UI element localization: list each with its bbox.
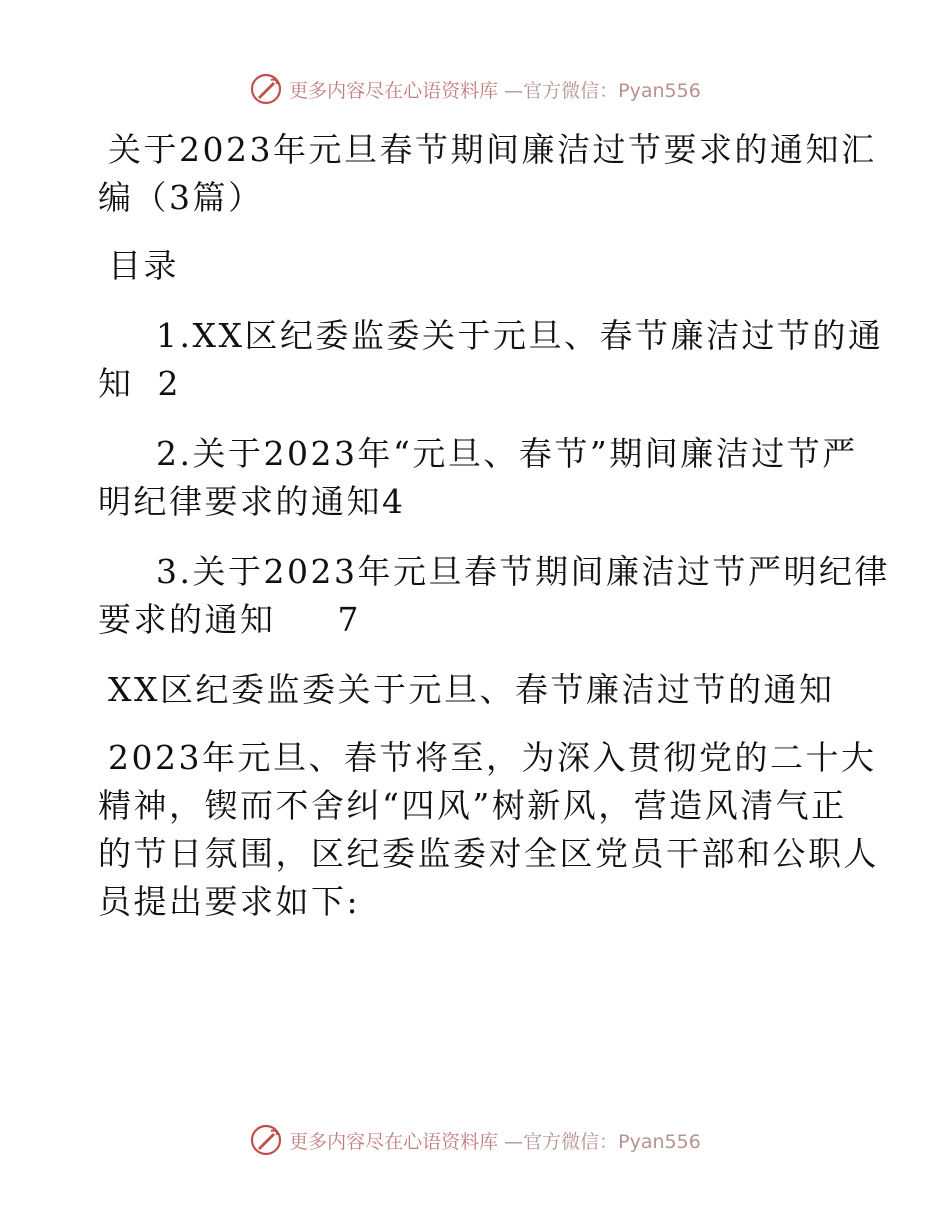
watermark-sub-text: —官方微信：Pyan556	[504, 79, 701, 102]
toc-entry-2-line-1: 2.关于2023年“元旦、春节”期间廉洁过节严	[156, 434, 858, 473]
intro-paragraph	[98, 734, 879, 926]
document-body	[98, 122, 890, 926]
watermark-header	[0, 72, 950, 106]
toc-entry-3-line-2: 要求的通知	[98, 600, 276, 639]
watermark-sub-text: —官方微信：Pyan556	[504, 1130, 701, 1153]
doc-title-line-1: 关于2023年元旦春节期间廉洁过节要求的通知汇	[108, 130, 877, 169]
paragraph-line: 2023年元旦、春节将至，为深入贯彻党的二十大	[108, 738, 877, 777]
toc-entry-1-line-1: 1.XX区纪委监委关于元旦、春节廉洁过节的通	[156, 316, 884, 355]
toc-entry-3-page: 7	[337, 600, 361, 639]
doc-title-line-2: 编（3篇）	[98, 178, 264, 217]
paragraph-line: 精神，锲而不舍纠“四风”树新风，营造风清气正	[98, 786, 847, 825]
toc-entry-1-page: 2	[157, 364, 181, 403]
toc-heading: 目录	[108, 246, 179, 285]
quill-seal-icon	[249, 1123, 283, 1157]
toc-entry-1-line-2: 知	[98, 364, 134, 403]
toc-entry-2[interactable]	[98, 430, 858, 526]
toc-entry-3[interactable]	[98, 548, 890, 644]
watermark-main-text: 更多内容尽在心语资料库	[289, 79, 499, 102]
paragraph-line: 的节日氛围，区纪委监委对全区党员干部和公职人	[98, 834, 879, 873]
toc-entry-2-line-2: 明纪律要求的通知	[98, 482, 382, 521]
toc-entry-2-page: 4	[382, 482, 406, 521]
section-title: XX区纪委监委关于元旦、春节廉洁过节的通知	[108, 670, 835, 709]
quill-seal-icon	[249, 72, 283, 106]
toc-entry-1[interactable]	[98, 312, 884, 408]
toc-entry-3-line-1: 3.关于2023年元旦春节期间廉洁过节严明纪律	[156, 552, 890, 591]
paragraph-line: 员提出要求如下:	[98, 882, 361, 921]
watermark-footer	[0, 1123, 950, 1157]
watermark-main-text: 更多内容尽在心语资料库	[289, 1130, 499, 1153]
